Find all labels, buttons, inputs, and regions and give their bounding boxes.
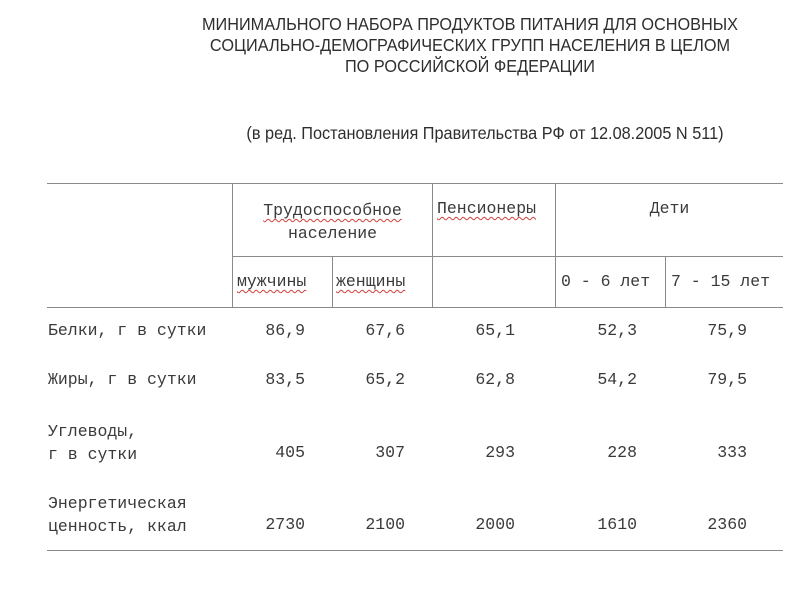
cell-value: 2100	[365, 515, 405, 534]
cell-value: 65,1	[475, 321, 515, 340]
title-line-3: ПО РОССИЙСКОЙ ФЕДЕРАЦИИ	[344, 56, 596, 76]
cell-value: 65,2	[365, 370, 405, 389]
row-label-energy	[48, 492, 187, 538]
row-label-line-1: Энергетическая	[48, 494, 187, 513]
header-working-line-2: население	[287, 224, 378, 243]
header-working-line-1: Трудоспособное	[263, 201, 402, 220]
cell-value: 2730	[265, 515, 305, 534]
row-label-proteins: Белки, г в сутки	[48, 321, 207, 340]
row-label-line-2: г в сутки	[48, 445, 138, 464]
table-col-divider	[665, 256, 666, 308]
header-age-7-15: 7 - 15 лет	[671, 272, 771, 291]
row-label-line-1: Углеводы,	[48, 422, 138, 441]
title-line-2: СОЦИАЛЬНО-ДЕМОГРАФИЧЕСКИХ ГРУПП НАСЕЛЕНИЯ В ЦЕЛОМ	[209, 35, 731, 55]
table-col-divider	[432, 183, 433, 308]
header-children	[556, 199, 783, 218]
cell-value: 405	[275, 443, 305, 462]
document-subtitle: (в ред. Постановления Правительства РФ от 12.08.2005 N 511)	[246, 123, 724, 143]
header-men-label: мужчины	[237, 272, 307, 291]
cell-value: 86,9	[265, 321, 305, 340]
cell-value: 333	[717, 443, 747, 462]
cell-value: 54,2	[597, 370, 637, 389]
header-pensioners-label: Пенсионеры	[437, 199, 537, 218]
cell-value: 293	[485, 443, 515, 462]
table-bottom-rule	[47, 550, 783, 551]
title-line-1: МИНИМАЛЬНОГО НАБОРА ПРОДУКТОВ ПИТАНИЯ ДЛЯ ОСНОВНЫХ	[201, 14, 739, 34]
cell-value: 228	[607, 443, 637, 462]
row-label-fats: Жиры, г в сутки	[48, 370, 197, 389]
cell-value: 79,5	[707, 370, 747, 389]
header-age-0-6: 0 - 6 лет	[561, 272, 651, 291]
table-col-divider	[332, 256, 333, 308]
cell-value: 75,9	[707, 321, 747, 340]
cell-value: 67,6	[365, 321, 405, 340]
cell-value: 307	[375, 443, 405, 462]
row-label-line-2: ценность, ккал	[48, 517, 187, 536]
cell-value: 52,3	[597, 321, 637, 340]
header-women-label: женщины	[336, 272, 406, 291]
row-label-carbohydrates	[48, 420, 137, 466]
table-header-mid-rule	[233, 256, 783, 257]
header-men	[237, 272, 306, 291]
cell-value: 62,8	[475, 370, 515, 389]
header-working-population	[233, 199, 432, 245]
header-children-label: Дети	[649, 199, 690, 218]
table-header-bottom-rule	[47, 307, 783, 308]
cell-value: 2360	[707, 515, 747, 534]
document-title	[172, 14, 767, 77]
header-women	[336, 272, 405, 291]
table-top-rule	[47, 183, 783, 184]
cell-value: 2000	[475, 515, 515, 534]
header-pensioners	[437, 199, 536, 218]
cell-value: 1610	[597, 515, 637, 534]
cell-value: 83,5	[265, 370, 305, 389]
